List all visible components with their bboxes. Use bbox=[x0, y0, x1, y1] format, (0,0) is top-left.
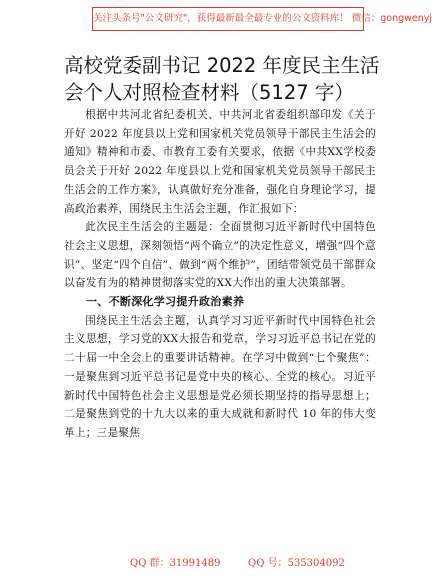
footer-contact bbox=[0, 556, 408, 572]
paragraph: 根据中共河北省纪委机关、中共河北省委组织部印发《关于开好 2022 年度县以上党和国家机关党员领导干部民主生活会的通知》精神和市委、市教育工委有关要求，依据《中共XX学校委员会关于开好 2022 年度县以上党和国家机关党员领导干部民主生活会的工作方案》，认真做好充分准备，强化自身理论学习，提高政治素养，围绕民主生活会主题，作汇报如下： bbox=[64, 109, 376, 215]
section-heading: 一、不断深化学习提升政治素养 bbox=[86, 295, 245, 309]
footer-qq-number: QQ 号：535304092 bbox=[248, 558, 345, 569]
paragraph: 此次民主生活会的主题是：全面贯彻习近平新时代中国特色社会主义思想，深刻领悟“两个确立”的决定性意义，增强“四个意识”、坚定“四个自信”、做到“两个维护”，团结带领党员干部群众以奋发有为的精神贯彻落实党的XX大作出的重大决策部署。 bbox=[64, 221, 376, 290]
paragraph: 围绕民主生活会主题，认真学习习近平新时代中国特色社会主义思想，学习党的XX大报告和党章，学习习近平总书记在党的二十届一中全会上的重要讲话精神。在学习中做到“七个聚焦”：一是聚焦到习近平总书记是党中央的核心、全党的核心。习近平新时代中国特色社会主义思想是党必须长期坚持的指导思想上；二是聚焦到党的十九大以来的重大成就和新时代 10 年的伟大变革上；三是聚焦 bbox=[64, 314, 376, 439]
document-body bbox=[64, 106, 376, 443]
footer-qq-group: QQ 群：31991489 bbox=[130, 558, 221, 569]
document-title: 高校党委副书记 2022 年度民主生活会个人对照检查材料（5127 字） bbox=[64, 54, 380, 104]
header-banner: 关注头条号"公文研究"，获得最新最全最专业的公文资料库！ 微信：gongwenyj bbox=[92, 7, 364, 31]
